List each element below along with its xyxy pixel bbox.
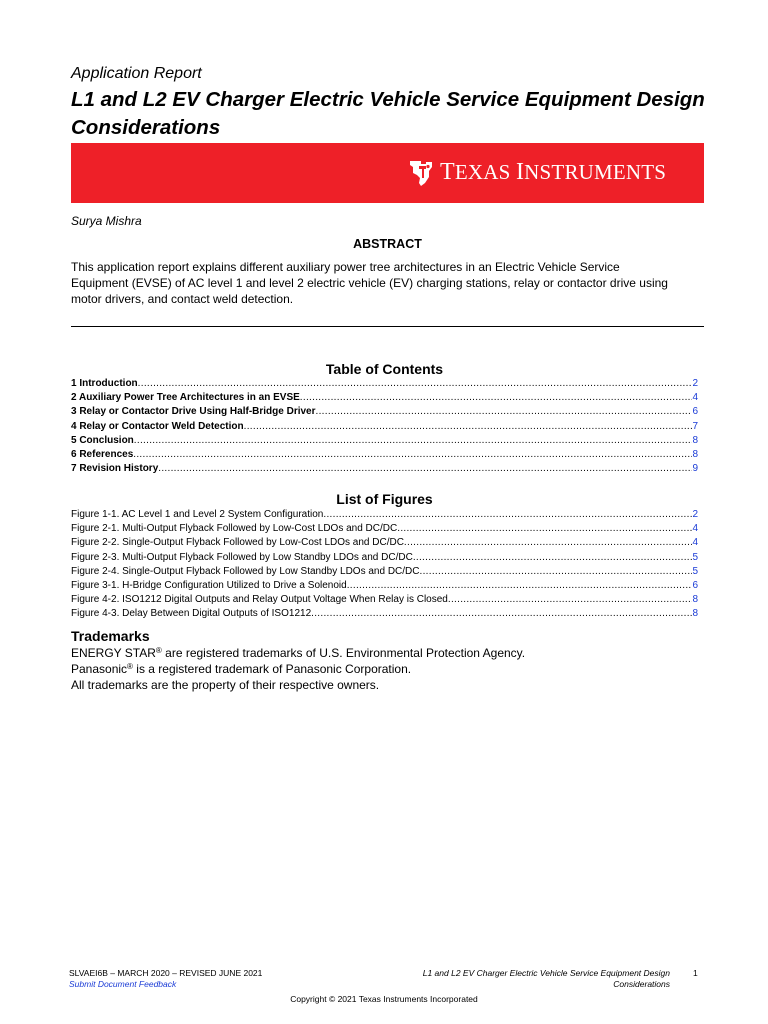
toc-page-link[interactable]: 8 [692, 434, 698, 446]
footer-left [69, 968, 262, 990]
table-of-contents [71, 377, 698, 476]
toc-entry[interactable]: 5 Conclusion ..... 8 [71, 434, 698, 448]
trademark-line: ENERGY STAR® are registered trademarks of U.S. Environmental Protection Agency. [71, 646, 526, 660]
trademark-line: All trademarks are the property of their respective owners. [71, 678, 380, 692]
page-number: 1 [693, 968, 698, 978]
toc-heading: Table of Contents [325, 361, 444, 377]
trademarks-heading: Trademarks [71, 628, 150, 644]
trademarks-text [71, 645, 691, 693]
toc-entry[interactable]: 7 Revision History ..... 9 [71, 462, 698, 476]
submit-feedback-link[interactable]: Submit Document Feedback [69, 979, 177, 989]
figure-page-link[interactable]: 5 [692, 551, 698, 563]
toc-page-link[interactable]: 4 [692, 392, 698, 404]
figure-entry[interactable]: Figure 4-2. ISO1212 Digital Outputs and Relay Output Voltage When Relay is Closed ..... 8 [71, 593, 698, 607]
figure-page-link[interactable]: 4 [692, 523, 698, 535]
document-type: Application Report [71, 65, 202, 82]
figure-entry[interactable]: Figure 2-1. Multi-Output Flyback Followed by Low-Cost LDOs and DC/DC ..... 4 [71, 522, 698, 536]
figure-entry[interactable]: Figure 2-4. Single-Output Flyback Followed by Low Standby LDOs and DC/DC ..... 5 [71, 565, 698, 579]
running-title: L1 and L2 EV Charger Electric Vehicle Service Equipment Design Considerations [422, 968, 670, 989]
figure-entry[interactable]: Figure 2-3. Multi-Output Flyback Followed by Low Standby LDOs and DC/DC ..... 5 [71, 551, 698, 565]
texas-instruments-logo [408, 154, 666, 190]
figure-page-link[interactable]: 5 [692, 565, 698, 577]
figure-entry[interactable]: Figure 1-1. AC Level 1 and Level 2 System Configuration ..... 2 [71, 508, 698, 522]
toc-page-link[interactable]: 9 [692, 463, 698, 475]
document-id: SLVAEI6B – MARCH 2020 – REVISED JUNE 2021 [69, 968, 263, 978]
figure-page-link[interactable]: 2 [692, 508, 698, 520]
toc-entry[interactable]: 6 References ..... 8 [71, 448, 698, 462]
figure-page-link[interactable]: 6 [692, 579, 698, 591]
trademark-line: Panasonic® is a registered trademark of Panasonic Corporation. [71, 662, 412, 676]
figure-entry[interactable]: Figure 3-1. H-Bridge Configuration Utilized to Drive a Solenoid ..... 6 [71, 579, 698, 593]
figure-entry[interactable]: Figure 4-3. Delay Between Digital Outputs of ISO1212 ..... 8 [71, 607, 698, 621]
list-of-figures [71, 508, 698, 622]
figure-page-link[interactable]: 8 [692, 608, 698, 620]
texas-instruments-logo-icon [408, 157, 434, 187]
toc-page-link[interactable]: 6 [692, 406, 698, 418]
document-title: L1 and L2 EV Charger Electric Vehicle Service Equipment Design Considerations [71, 88, 705, 139]
figure-page-link[interactable]: 4 [692, 537, 698, 549]
toc-page-link[interactable]: 7 [692, 420, 698, 432]
toc-entry[interactable]: 1 Introduction ..... 2 [71, 377, 698, 391]
toc-page-link[interactable]: 2 [692, 377, 698, 389]
toc-entry[interactable]: 3 Relay or Contactor Drive Using Half-Bridge Driver ..... 6 [71, 405, 698, 419]
toc-entry[interactable]: 2 Auxiliary Power Tree Architectures in an EVSE ..... 4 [71, 391, 698, 405]
texas-instruments-wordmark: TEXAS INSTRUMENTS [440, 158, 667, 185]
abstract-text: This application report explains different auxiliary power tree architectures in an Electric Vehicle Service Equipment (EVSE) of AC level 1 and level 2 electric vehicle (EV) charging stations, relay or contactor drive using motor drivers, and contact weld detection. [71, 260, 668, 306]
toc-entry[interactable]: 4 Relay or Contactor Weld Detection ..... 7 [71, 420, 698, 434]
toc-page-link[interactable]: 8 [692, 448, 698, 460]
horizontal-divider [71, 326, 704, 327]
figure-page-link[interactable]: 8 [692, 594, 698, 606]
abstract-heading: ABSTRACT [353, 237, 422, 251]
author-name: Surya Mishra [71, 214, 142, 228]
list-of-figures-heading: List of Figures [336, 491, 433, 507]
copyright-notice: Copyright © 2021 Texas Instruments Incorporated [290, 994, 478, 1004]
figure-entry[interactable]: Figure 2-2. Single-Output Flyback Followed by Low-Cost LDOs and DC/DC ..... 4 [71, 536, 698, 550]
